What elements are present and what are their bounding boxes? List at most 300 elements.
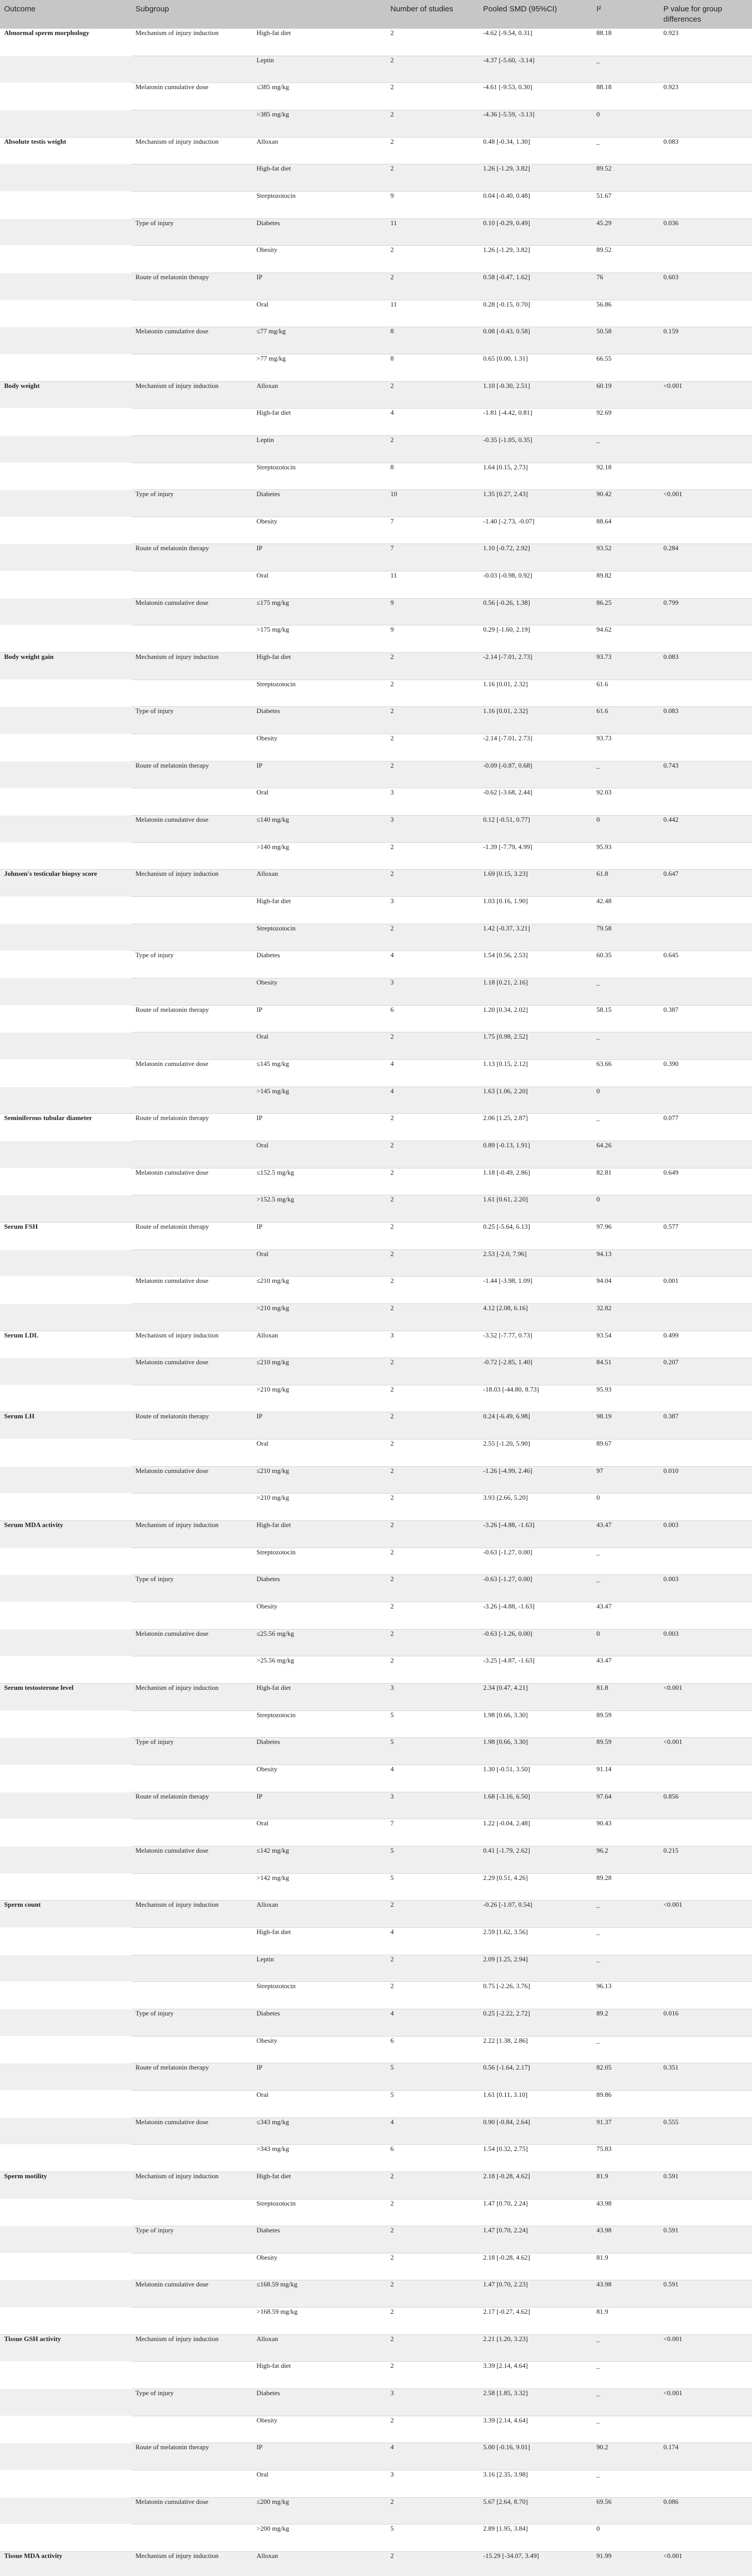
cell-outcome-empty xyxy=(0,2497,131,2524)
cell-subgroup xyxy=(131,409,252,436)
cell-outcome-empty xyxy=(0,544,131,571)
cell-pooled-smd: 1.47 [0.70, 2.24] xyxy=(479,2226,592,2253)
cell-p-value: 0.036 xyxy=(659,218,752,246)
cell-i-squared: 43.47 xyxy=(592,1602,659,1630)
cell-pooled-smd: -0.63 [-1.27, 0.00] xyxy=(479,1575,592,1602)
table-row xyxy=(0,897,752,924)
cell-i-squared: 82.05 xyxy=(592,2063,659,2091)
cell-pooled-smd: 1.75 [0.98, 2.52] xyxy=(479,1032,592,1060)
cell-i-squared: 95.93 xyxy=(592,842,659,870)
cell-subgroup-level: Diabetes xyxy=(252,1738,386,1765)
cell-pooled-smd: 1.98 [0.66, 3.30] xyxy=(479,1738,592,1765)
table-row xyxy=(0,2117,752,2145)
cell-p-value xyxy=(659,300,752,327)
cell-pooled-smd: -2.14 [-7.01, 2.73] xyxy=(479,653,592,680)
table-row xyxy=(0,2497,752,2524)
cell-number-of-studies: 2 xyxy=(386,2362,479,2389)
table-row xyxy=(0,1710,752,1738)
cell-outcome-empty xyxy=(0,273,131,300)
cell-subgroup-level: Oral xyxy=(252,1249,386,1277)
cell-outcome-empty xyxy=(0,1087,131,1114)
cell-p-value: 0.647 xyxy=(659,870,752,897)
cell-number-of-studies: 2 xyxy=(386,761,479,788)
cell-p-value xyxy=(659,1494,752,1521)
table-row xyxy=(0,1331,752,1358)
cell-p-value xyxy=(659,2090,752,2117)
cell-i-squared: 82.81 xyxy=(592,1168,659,1195)
cell-outcome-empty xyxy=(0,571,131,599)
cell-subgroup-level: Alloxan xyxy=(252,1901,386,1928)
cell-i-squared: 93.52 xyxy=(592,544,659,571)
table-row xyxy=(0,2253,752,2280)
cell-i-squared: 88.64 xyxy=(592,517,659,544)
cell-subgroup: Melatonin cumulative dose xyxy=(131,816,252,843)
cell-outcome-empty xyxy=(0,598,131,625)
table-row xyxy=(0,680,752,707)
cell-number-of-studies: 3 xyxy=(386,1684,479,1711)
cell-subgroup xyxy=(131,1439,252,1467)
cell-subgroup-level: IP xyxy=(252,1412,386,1439)
table-row xyxy=(0,2443,752,2470)
cell-p-value: 0.743 xyxy=(659,761,752,788)
cell-pooled-smd: 1.42 [-0.37, 3.21] xyxy=(479,924,592,951)
cell-pooled-smd: -2.14 [-7.01, 2.73] xyxy=(479,734,592,761)
cell-p-value xyxy=(659,1249,752,1277)
cell-i-squared: 66.55 xyxy=(592,354,659,381)
cell-i-squared: 93.73 xyxy=(592,653,659,680)
cell-i-squared: 60.35 xyxy=(592,951,659,978)
cell-number-of-studies: 2 xyxy=(386,1222,479,1249)
cell-p-value xyxy=(659,1656,752,1684)
cell-subgroup-level: >25.56 mg/kg xyxy=(252,1656,386,1684)
cell-pooled-smd: 2.06 [1.25, 2.87] xyxy=(479,1114,592,1141)
cell-number-of-studies: 8 xyxy=(386,463,479,490)
cell-pooled-smd: 0.89 [-0.13, 1.91] xyxy=(479,1141,592,1168)
cell-p-value xyxy=(659,2253,752,2280)
cell-outcome-empty xyxy=(0,842,131,870)
cell-pooled-smd: -3.52 [-7.77, 0.73] xyxy=(479,1331,592,1358)
cell-i-squared: 43.98 xyxy=(592,2280,659,2308)
cell-subgroup-level: ≤210 mg/kg xyxy=(252,1466,386,1494)
cell-p-value: 0.001 xyxy=(659,1277,752,1304)
cell-number-of-studies: 2 xyxy=(386,2497,479,2524)
table-row xyxy=(0,1629,752,1656)
cell-outcome-empty xyxy=(0,1303,131,1331)
cell-pooled-smd: 2.18 [-0.28, 4.62] xyxy=(479,2172,592,2199)
cell-subgroup-level: Leptin xyxy=(252,435,386,463)
cell-subgroup-level: Obesity xyxy=(252,1765,386,1792)
cell-p-value: 0.603 xyxy=(659,273,752,300)
cell-subgroup-level: Streptozotocin xyxy=(252,463,386,490)
cell-subgroup-level: ≤385 mg/kg xyxy=(252,83,386,110)
cell-outcome-empty xyxy=(0,435,131,463)
cell-p-value: <0.001 xyxy=(659,1684,752,1711)
cell-i-squared: 89.59 xyxy=(592,1738,659,1765)
cell-pooled-smd: -1.44 [-3.98, 1.09] xyxy=(479,1277,592,1304)
cell-outcome: Serum testosterone level xyxy=(0,1684,131,1711)
cell-pooled-smd: 0.12 [-0.51, 0.77] xyxy=(479,816,592,843)
cell-i-squared: 81.8 xyxy=(592,1684,659,1711)
cell-subgroup-level: Obesity xyxy=(252,2253,386,2280)
table-row xyxy=(0,2036,752,2063)
cell-subgroup xyxy=(131,1195,252,1223)
cell-pooled-smd: 2.18 [-0.28, 4.62] xyxy=(479,2253,592,2280)
cell-i-squared: 96.13 xyxy=(592,1982,659,2009)
cell-pooled-smd: 2.53 [-2.0, 7.96] xyxy=(479,1249,592,1277)
cell-subgroup: Type of injury xyxy=(131,2009,252,2036)
table-header xyxy=(0,0,752,29)
table-row xyxy=(0,2362,752,2389)
cell-i-squared: 43.98 xyxy=(592,2199,659,2226)
table-row xyxy=(0,29,752,56)
cell-i-squared: 0 xyxy=(592,1087,659,1114)
cell-subgroup xyxy=(131,56,252,83)
cell-number-of-studies: 2 xyxy=(386,110,479,137)
cell-p-value: 0.174 xyxy=(659,2443,752,2470)
cell-outcome-empty xyxy=(0,1466,131,1494)
table-row xyxy=(0,788,752,816)
cell-number-of-studies: 2 xyxy=(386,83,479,110)
cell-number-of-studies: 3 xyxy=(386,788,479,816)
cell-pooled-smd: -1.40 [-2.73, -0.07] xyxy=(479,517,592,544)
cell-number-of-studies: 2 xyxy=(386,1195,479,1223)
cell-pooled-smd: 1.61 [0.61, 2.20] xyxy=(479,1195,592,1223)
cell-p-value: 0.016 xyxy=(659,2009,752,2036)
cell-subgroup xyxy=(131,734,252,761)
cell-subgroup-level: High-fat diet xyxy=(252,164,386,192)
cell-number-of-studies: 4 xyxy=(386,951,479,978)
cell-subgroup-level: Streptozotocin xyxy=(252,680,386,707)
cell-p-value: 0.645 xyxy=(659,951,752,978)
header-outcome: Outcome xyxy=(0,0,131,29)
cell-subgroup xyxy=(131,1656,252,1684)
cell-number-of-studies: 2 xyxy=(386,1141,479,1168)
cell-subgroup-level: ≤175 mg/kg xyxy=(252,598,386,625)
cell-subgroup-level: Streptozotocin xyxy=(252,1548,386,1575)
cell-pooled-smd: 4.12 [2.08, 6.16] xyxy=(479,1303,592,1331)
table-row xyxy=(0,2552,752,2576)
header-number-of-studies: Number of studies xyxy=(386,0,479,29)
cell-pooled-smd: -4.37 [-5.60, -3.14] xyxy=(479,56,592,83)
cell-outcome-empty xyxy=(0,246,131,273)
cell-i-squared: 88.18 xyxy=(592,83,659,110)
cell-number-of-studies: 2 xyxy=(386,1494,479,1521)
cell-outcome: Absolute testis weight xyxy=(0,137,131,164)
cell-subgroup-level: Oral xyxy=(252,571,386,599)
table-row xyxy=(0,2334,752,2362)
cell-subgroup: Route of melatonin therapy xyxy=(131,1005,252,1032)
cell-number-of-studies: 2 xyxy=(386,1303,479,1331)
table-row xyxy=(0,1303,752,1331)
cell-subgroup xyxy=(131,1494,252,1521)
cell-outcome-empty xyxy=(0,816,131,843)
cell-subgroup: Type of injury xyxy=(131,951,252,978)
cell-outcome-empty xyxy=(0,1195,131,1223)
cell-i-squared: 61.6 xyxy=(592,707,659,734)
table-row xyxy=(0,2389,752,2416)
cell-p-value xyxy=(659,435,752,463)
cell-outcome: Seminiferous tubular diameter xyxy=(0,1114,131,1141)
table-row xyxy=(0,1927,752,1955)
table-row xyxy=(0,1521,752,1548)
table-row xyxy=(0,2470,752,2498)
cell-i-squared: 95.93 xyxy=(592,1385,659,1412)
cell-p-value xyxy=(659,2524,752,2552)
cell-number-of-studies: 2 xyxy=(386,707,479,734)
cell-subgroup xyxy=(131,2308,252,2335)
cell-outcome-empty xyxy=(0,517,131,544)
cell-p-value xyxy=(659,1303,752,1331)
cell-outcome-empty xyxy=(0,680,131,707)
cell-subgroup: Mechanism of injury induction xyxy=(131,870,252,897)
cell-pooled-smd: 2.17 [-0.27, 4.62] xyxy=(479,2308,592,2335)
cell-subgroup-level: ≤343 mg/kg xyxy=(252,2117,386,2145)
table-row xyxy=(0,924,752,951)
cell-p-value: <0.001 xyxy=(659,381,752,409)
table-row xyxy=(0,2090,752,2117)
cell-number-of-studies: 3 xyxy=(386,1331,479,1358)
cell-i-squared: 0 xyxy=(592,816,659,843)
table-row xyxy=(0,273,752,300)
cell-outcome-empty xyxy=(0,2036,131,2063)
cell-outcome-empty xyxy=(0,2443,131,2470)
cell-i-squared: 89.86 xyxy=(592,2090,659,2117)
table-row xyxy=(0,625,752,653)
cell-outcome-empty xyxy=(0,2280,131,2308)
cell-number-of-studies: 5 xyxy=(386,1710,479,1738)
cell-pooled-smd: 0.48 [-0.34, 1.30] xyxy=(479,137,592,164)
cell-subgroup-level: IP xyxy=(252,2063,386,2091)
cell-i-squared: _ xyxy=(592,1575,659,1602)
cell-i-squared: 43.47 xyxy=(592,1656,659,1684)
cell-i-squared: 89.82 xyxy=(592,571,659,599)
table-row xyxy=(0,842,752,870)
cell-subgroup xyxy=(131,1710,252,1738)
cell-number-of-studies: 2 xyxy=(386,2280,479,2308)
cell-i-squared: 0 xyxy=(592,110,659,137)
cell-pooled-smd: 1.20 [0.34, 2.02] xyxy=(479,1005,592,1032)
table-row xyxy=(0,1222,752,1249)
cell-outcome-empty xyxy=(0,1059,131,1087)
cell-i-squared: 90.43 xyxy=(592,1819,659,1846)
cell-number-of-studies: 5 xyxy=(386,1846,479,1873)
cell-p-value xyxy=(659,1032,752,1060)
cell-pooled-smd: 5.00 [-0.16, 9.01] xyxy=(479,2443,592,2470)
cell-i-squared: _ xyxy=(592,2470,659,2498)
cell-number-of-studies: 5 xyxy=(386,2524,479,2552)
cell-subgroup-level: >210 mg/kg xyxy=(252,1385,386,1412)
cell-p-value: 0.923 xyxy=(659,83,752,110)
cell-pooled-smd: 1.35 [0.27, 2.43] xyxy=(479,490,592,517)
cell-subgroup-level: IP xyxy=(252,761,386,788)
cell-p-value: <0.001 xyxy=(659,1738,752,1765)
cell-subgroup-level: IP xyxy=(252,1792,386,1819)
cell-subgroup xyxy=(131,517,252,544)
cell-i-squared: 89.28 xyxy=(592,1873,659,1901)
cell-pooled-smd: -0.26 [-1.07, 0.54] xyxy=(479,1901,592,1928)
cell-outcome-empty xyxy=(0,1656,131,1684)
cell-p-value xyxy=(659,517,752,544)
cell-number-of-studies: 2 xyxy=(386,1168,479,1195)
cell-p-value xyxy=(659,2416,752,2443)
table-row xyxy=(0,1059,752,1087)
cell-number-of-studies: 4 xyxy=(386,2117,479,2145)
cell-subgroup xyxy=(131,1819,252,1846)
cell-i-squared: 0 xyxy=(592,1195,659,1223)
table-row xyxy=(0,137,752,164)
cell-outcome-empty xyxy=(0,2009,131,2036)
cell-subgroup-level: Alloxan xyxy=(252,137,386,164)
cell-i-squared: 93.73 xyxy=(592,734,659,761)
cell-i-squared: _ xyxy=(592,2334,659,2362)
table-row xyxy=(0,2226,752,2253)
cell-subgroup xyxy=(131,300,252,327)
table-row xyxy=(0,517,752,544)
cell-p-value xyxy=(659,110,752,137)
table-row xyxy=(0,734,752,761)
cell-number-of-studies: 2 xyxy=(386,1466,479,1494)
cell-i-squared: 81.9 xyxy=(592,2308,659,2335)
cell-pooled-smd: 2.89 [1.95, 3.84] xyxy=(479,2524,592,2552)
cell-i-squared: 89.67 xyxy=(592,1439,659,1467)
cell-p-value: 0.649 xyxy=(659,1168,752,1195)
cell-number-of-studies: 2 xyxy=(386,842,479,870)
cell-pooled-smd: -3.25 [-4.87, -1.63] xyxy=(479,1656,592,1684)
table-row xyxy=(0,544,752,571)
cell-pooled-smd: 1.98 [0.66, 3.30] xyxy=(479,1710,592,1738)
cell-i-squared: 88.18 xyxy=(592,29,659,56)
cell-subgroup-level: Oral xyxy=(252,1819,386,1846)
cell-outcome-empty xyxy=(0,2524,131,2552)
cell-outcome-empty xyxy=(0,1846,131,1873)
cell-pooled-smd: 1.16 [0.01, 2.32] xyxy=(479,707,592,734)
cell-subgroup-level: >200 mg/kg xyxy=(252,2524,386,2552)
cell-pooled-smd: 2.22 [1.38, 2.86] xyxy=(479,2036,592,2063)
cell-pooled-smd: 3.16 [2.35, 3.98] xyxy=(479,2470,592,2498)
cell-pooled-smd: -4.61 [-9.53, 0.30] xyxy=(479,83,592,110)
cell-subgroup xyxy=(131,463,252,490)
cell-i-squared: 92.18 xyxy=(592,463,659,490)
cell-outcome: Body weight xyxy=(0,381,131,409)
cell-number-of-studies: 3 xyxy=(386,897,479,924)
cell-i-squared: _ xyxy=(592,1114,659,1141)
cell-number-of-studies: 9 xyxy=(386,191,479,218)
cell-pooled-smd: -0.63 [-1.26, 0.00] xyxy=(479,1629,592,1656)
cell-p-value: 0.159 xyxy=(659,327,752,354)
table-row xyxy=(0,435,752,463)
cell-subgroup xyxy=(131,1927,252,1955)
cell-i-squared: 97.96 xyxy=(592,1222,659,1249)
cell-outcome-empty xyxy=(0,2308,131,2335)
cell-i-squared: 81.9 xyxy=(592,2253,659,2280)
cell-subgroup xyxy=(131,978,252,1005)
cell-outcome-empty xyxy=(0,1277,131,1304)
cell-number-of-studies: 2 xyxy=(386,137,479,164)
cell-number-of-studies: 2 xyxy=(386,1656,479,1684)
cell-number-of-studies: 3 xyxy=(386,978,479,1005)
cell-outcome-empty xyxy=(0,164,131,192)
cell-number-of-studies: 2 xyxy=(386,246,479,273)
cell-i-squared: _ xyxy=(592,1032,659,1060)
cell-p-value xyxy=(659,2199,752,2226)
cell-subgroup-level: IP xyxy=(252,1114,386,1141)
cell-number-of-studies: 4 xyxy=(386,1059,479,1087)
cell-p-value: 0.442 xyxy=(659,816,752,843)
table-row xyxy=(0,653,752,680)
cell-subgroup xyxy=(131,1249,252,1277)
cell-outcome-empty xyxy=(0,2199,131,2226)
cell-subgroup: Route of melatonin therapy xyxy=(131,1792,252,1819)
cell-i-squared: 76 xyxy=(592,273,659,300)
cell-p-value xyxy=(659,164,752,192)
cell-subgroup-level: ≤142 mg/kg xyxy=(252,1846,386,1873)
cell-outcome: Serum MDA activity xyxy=(0,1521,131,1548)
table-row xyxy=(0,598,752,625)
cell-pooled-smd: 3.93 [2.66, 5.20] xyxy=(479,1494,592,1521)
cell-outcome-empty xyxy=(0,327,131,354)
cell-number-of-studies: 2 xyxy=(386,1439,479,1467)
cell-p-value xyxy=(659,56,752,83)
cell-number-of-studies: 4 xyxy=(386,1087,479,1114)
cell-pooled-smd: -18.03 [-44.80, 8.73] xyxy=(479,1385,592,1412)
cell-subgroup-level: Streptozotocin xyxy=(252,1982,386,2009)
cell-p-value xyxy=(659,680,752,707)
cell-subgroup: Melatonin cumulative dose xyxy=(131,1059,252,1087)
cell-number-of-studies: 2 xyxy=(386,1114,479,1141)
cell-number-of-studies: 2 xyxy=(386,56,479,83)
cell-p-value: 0.083 xyxy=(659,653,752,680)
cell-p-value: 0.003 xyxy=(659,1629,752,1656)
cell-pooled-smd: 0.04 [-0.40, 0.48] xyxy=(479,191,592,218)
cell-outcome-empty xyxy=(0,707,131,734)
cell-i-squared: 61.8 xyxy=(592,870,659,897)
cell-number-of-studies: 2 xyxy=(386,653,479,680)
cell-outcome-empty xyxy=(0,1955,131,1982)
table-row xyxy=(0,1765,752,1792)
cell-number-of-studies: 2 xyxy=(386,1412,479,1439)
table-row xyxy=(0,2199,752,2226)
cell-p-value xyxy=(659,1982,752,2009)
cell-number-of-studies: 4 xyxy=(386,2009,479,2036)
cell-number-of-studies: 5 xyxy=(386,2090,479,2117)
cell-outcome-empty xyxy=(0,300,131,327)
cell-subgroup xyxy=(131,2416,252,2443)
cell-p-value: 0.555 xyxy=(659,2117,752,2145)
cell-pooled-smd: 1.10 [-0.72, 2.92] xyxy=(479,544,592,571)
cell-number-of-studies: 2 xyxy=(386,1982,479,2009)
table-row xyxy=(0,1385,752,1412)
table-row xyxy=(0,1141,752,1168)
cell-number-of-studies: 2 xyxy=(386,1602,479,1630)
cell-number-of-studies: 2 xyxy=(386,2416,479,2443)
cell-subgroup: Route of melatonin therapy xyxy=(131,1412,252,1439)
cell-subgroup: Type of injury xyxy=(131,490,252,517)
cell-subgroup xyxy=(131,680,252,707)
cell-p-value: 0.591 xyxy=(659,2280,752,2308)
cell-subgroup-level: Oral xyxy=(252,300,386,327)
cell-subgroup-level: Diabetes xyxy=(252,2389,386,2416)
cell-subgroup: Mechanism of injury induction xyxy=(131,137,252,164)
cell-number-of-studies: 6 xyxy=(386,2036,479,2063)
cell-outcome-empty xyxy=(0,2063,131,2091)
table-row xyxy=(0,56,752,83)
cell-p-value xyxy=(659,1927,752,1955)
cell-subgroup-level: >175 mg/kg xyxy=(252,625,386,653)
cell-subgroup-level: High-fat diet xyxy=(252,29,386,56)
cell-pooled-smd: 0.58 [-0.47, 1.62] xyxy=(479,273,592,300)
cell-p-value xyxy=(659,1765,752,1792)
cell-outcome-empty xyxy=(0,2253,131,2280)
